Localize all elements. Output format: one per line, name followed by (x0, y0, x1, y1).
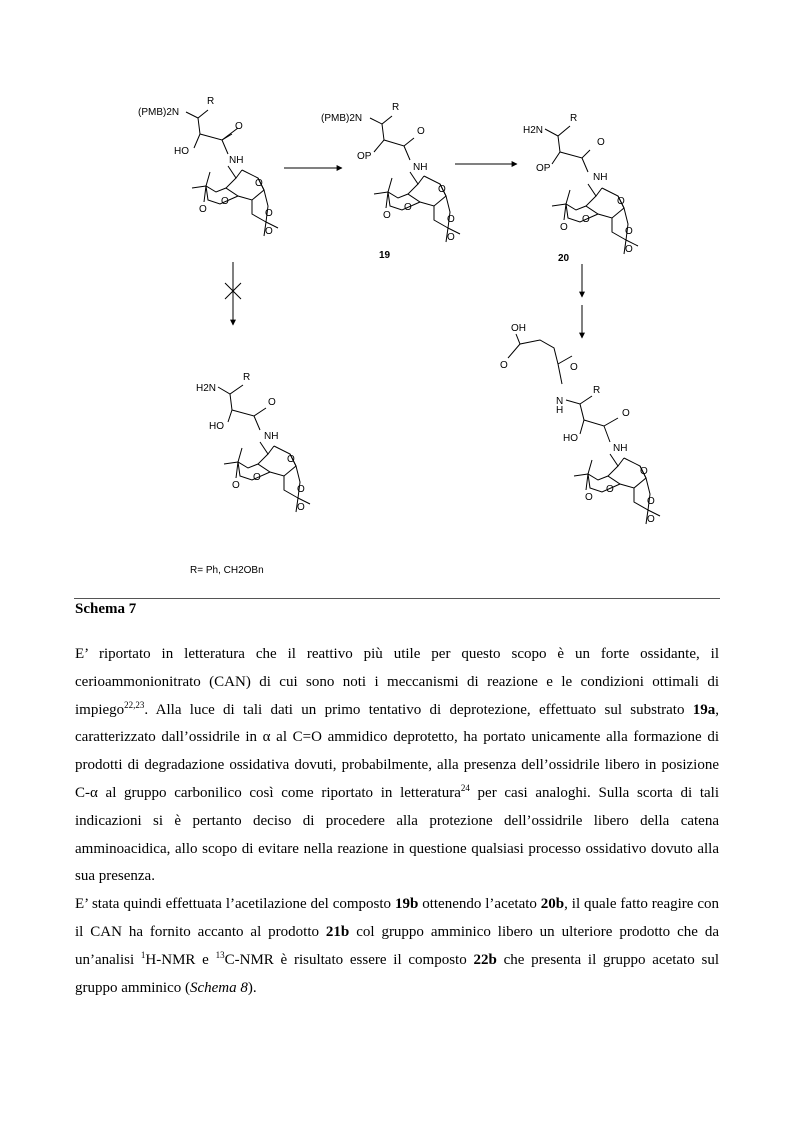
compound-reference: 22b (473, 951, 497, 968)
o-label: O (606, 484, 614, 495)
o-label: O (297, 502, 305, 513)
text-segment: ottenendo l’acetato (418, 896, 541, 913)
nh-label: NH (264, 431, 279, 442)
paragraph (75, 891, 719, 1002)
compound-reference: 19b (394, 896, 419, 913)
text-segment: che presenta il gruppo acetato sul gruppo amminico ( (75, 951, 719, 996)
o-label: O (570, 362, 578, 373)
text-segment: . Alla luce di tali dati un primo tentativo di deprotezione, effettuato sul substrato (144, 701, 693, 718)
compound-deprotected (196, 372, 310, 513)
text-segment: C-NMR è risultato essere il composto (224, 951, 474, 968)
ho-label: HO (174, 146, 189, 157)
scheme-reference: Schema 8 (189, 979, 248, 996)
pmb2n-label: (PMB)2N (321, 113, 363, 124)
text-segment: E’ riportato in letteratura che il reattivo più utile per questo scopo è un forte ossidante, il cerioammonionitrato (CAN) di cui sono noti i meccanismi di reazione e le condizioni ottimali di impiego (75, 646, 719, 718)
text-segment: H-NMR e (145, 951, 216, 968)
nh-label: NH (229, 155, 244, 166)
o-label: O (232, 480, 240, 491)
compound-19-number: 19 (379, 250, 391, 261)
o-label: O (647, 514, 655, 525)
o-label: O (199, 204, 207, 215)
o-label: O (585, 492, 593, 503)
superscript: 1 (140, 949, 146, 960)
o-label: O (622, 408, 630, 419)
o-label: O (221, 196, 229, 207)
o-label: O (447, 232, 455, 243)
o-label: O (640, 466, 648, 477)
r-label: R (392, 102, 400, 113)
nh-label: NH (613, 443, 628, 454)
caption-divider (74, 598, 720, 599)
o-label: O (447, 214, 455, 225)
oh-label: OH (511, 323, 526, 334)
superscript: 24 (460, 782, 470, 793)
o-label: O (500, 360, 508, 371)
ho-label: HO (209, 421, 224, 432)
h2n-label: H2N (196, 383, 217, 394)
o-label: O (582, 214, 590, 225)
n-label: N (556, 396, 564, 407)
paragraph (75, 641, 719, 891)
scheme-caption: Schema 7 (75, 601, 137, 617)
compound-reference: 21b (325, 923, 350, 940)
o-label: O (597, 137, 605, 148)
op-label: OP (357, 151, 372, 162)
compound-start (138, 96, 278, 237)
h-label: H (556, 405, 564, 416)
compound-20 (523, 113, 638, 264)
o-label: O (235, 121, 243, 132)
o-label: O (287, 454, 295, 465)
o-label: O (268, 397, 276, 408)
text-segment: per casi analoghi. Sulla scorta di tali indicazioni si è pertanto deciso di procedere alla protezione dell’ossidrile libero della catena amminoacidica, allo scopo di evitare nella reazione in questione qualsiasi processo ossidativo dovuto alla sua presenza. (75, 784, 720, 885)
text-segment: col gruppo amminico libero un ulteriore prodotto che da un’analisi (75, 923, 719, 968)
ho-label: HO (563, 433, 578, 444)
o-label: O (625, 226, 633, 237)
r-label: R (243, 372, 251, 383)
h2n-label: H2N (523, 125, 544, 136)
text-segment: , caratterizzato dall’ossidrile in α al C=O ammidico deprotetto, ha portato unicamente alla formazione di prodotti di degradazione ossidativa dovuti, probabilmente, alla presenza dell’ossidrile libero in posizione C-α al gruppo carbonilico così come riportato in letteratura (75, 701, 719, 801)
o-label: O (265, 226, 273, 237)
compound-reference: 19a (692, 701, 716, 718)
o-label: O (560, 222, 568, 233)
compound-19 (321, 102, 460, 261)
text-segment: E’ stata quindi effettuata l’acetilazione del composto (75, 896, 395, 913)
o-label: O (253, 472, 261, 483)
o-label: O (297, 484, 305, 495)
op-label: OP (536, 163, 551, 174)
r-label: R (207, 96, 215, 107)
o-label: O (404, 202, 412, 213)
text-segment: , il quale fatto reagire con il CAN ha fornito accanto al prodotto (75, 896, 719, 940)
pmb2n-label: (PMB)2N (138, 107, 180, 118)
o-label: O (383, 210, 391, 221)
compound-succinyl (500, 323, 660, 525)
r-label: R (593, 385, 601, 396)
compound-reference: 20b (540, 896, 565, 913)
o-label: O (625, 244, 633, 255)
superscript: 13 (215, 949, 225, 960)
nh-label: NH (413, 162, 428, 173)
nh-label: NH (593, 172, 608, 183)
o-label: O (617, 196, 625, 207)
text-segment: ). (247, 979, 257, 996)
superscript: 22,23 (124, 699, 145, 710)
compound-20-number: 20 (558, 253, 570, 264)
o-label: O (647, 496, 655, 507)
r-definition: R= Ph, CH2OBn (190, 565, 264, 576)
o-label: O (438, 184, 446, 195)
o-label: O (255, 178, 263, 189)
o-label: O (265, 208, 273, 219)
r-label: R (570, 113, 578, 124)
o-label: O (417, 126, 425, 137)
body-text (75, 641, 719, 1002)
